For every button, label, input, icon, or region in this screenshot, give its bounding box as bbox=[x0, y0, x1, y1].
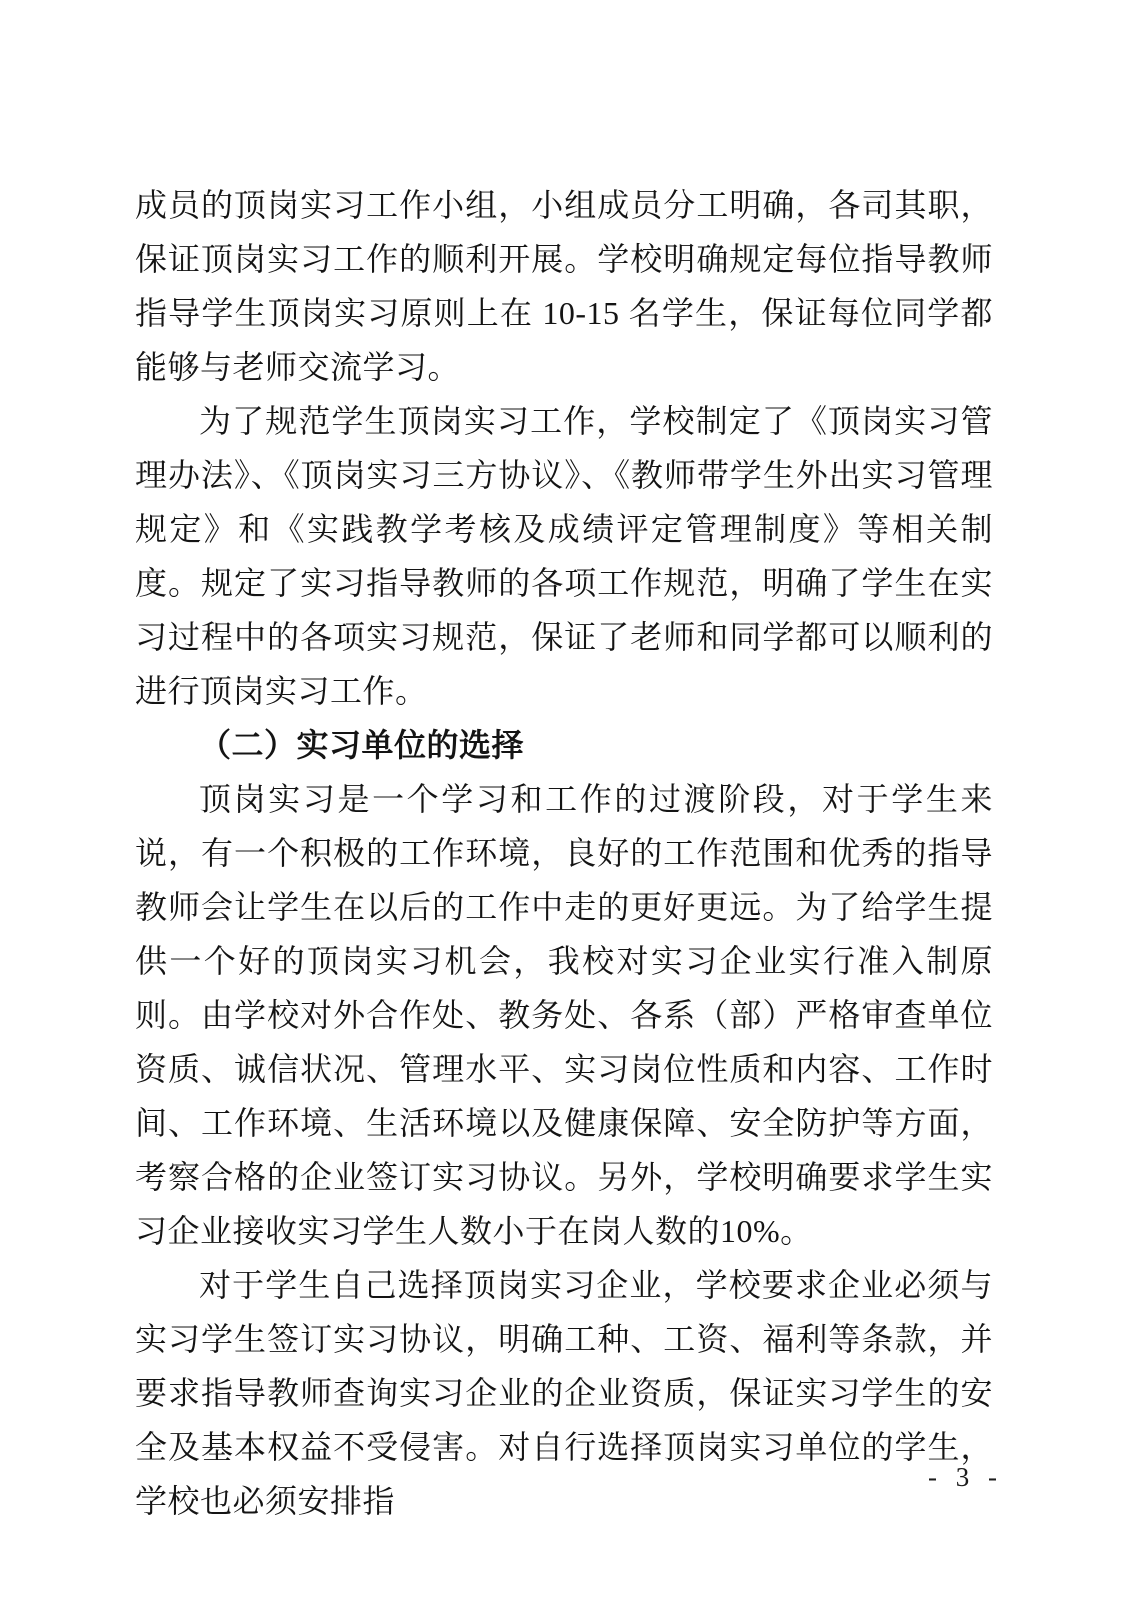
body-paragraph: 为了规范学生顶岗实习工作，学校制定了《顶岗实习管理办法》、《顶岗实习三方协议》、《教师带学生外出实习管理规定》和《实践教学考核及成绩评定管理制度》等相关制度。规定了实习指导教师的各项工作规范，明确了学生在实习过程中的各项实习规范，保证了老师和同学都可以顺利的进行顶岗实习工作。 bbox=[135, 403, 993, 709]
body-paragraph: 对于学生自己选择顶岗实习企业，学校要求企业必须与实习学生签订实习协议，明确工种、工资、福利等条款，并要求指导教师查询实习企业的企业资质，保证实习学生的安全及基本权益不受侵害。对自行选择顶岗实习单位的学生，学校也必须安排指 bbox=[135, 1267, 993, 1519]
section-heading: （二）实习单位的选择 bbox=[199, 727, 525, 763]
document-body bbox=[135, 178, 993, 1528]
body-paragraph: 成员的顶岗实习工作小组，小组成员分工明确，各司其职，保证顶岗实习工作的顺利开展。学校明确规定每位指导教师指导学生顶岗实习原则上在 10-15 名学生，保证每位同学都能够与老师交流学习。 bbox=[135, 187, 993, 385]
body-paragraph: 顶岗实习是一个学习和工作的过渡阶段，对于学生来说，有一个积极的工作环境，良好的工作范围和优秀的指导教师会让学生在以后的工作中走的更好更远。为了给学生提供一个好的顶岗实习机会，我校对实习企业实行准入制原则。由学校对外合作处、教务处、各系（部）严格审查单位资质、诚信状况、管理水平、实习岗位性质和内容、工作时间、工作环境、生活环境以及健康保障、安全防护等方面，考察合格的企业签订实习协议。另外，学校明确要求学生实习企业接收实习学生人数小于在岗人数的10%。 bbox=[135, 781, 993, 1249]
page-number: - 3 - bbox=[928, 1462, 1003, 1492]
